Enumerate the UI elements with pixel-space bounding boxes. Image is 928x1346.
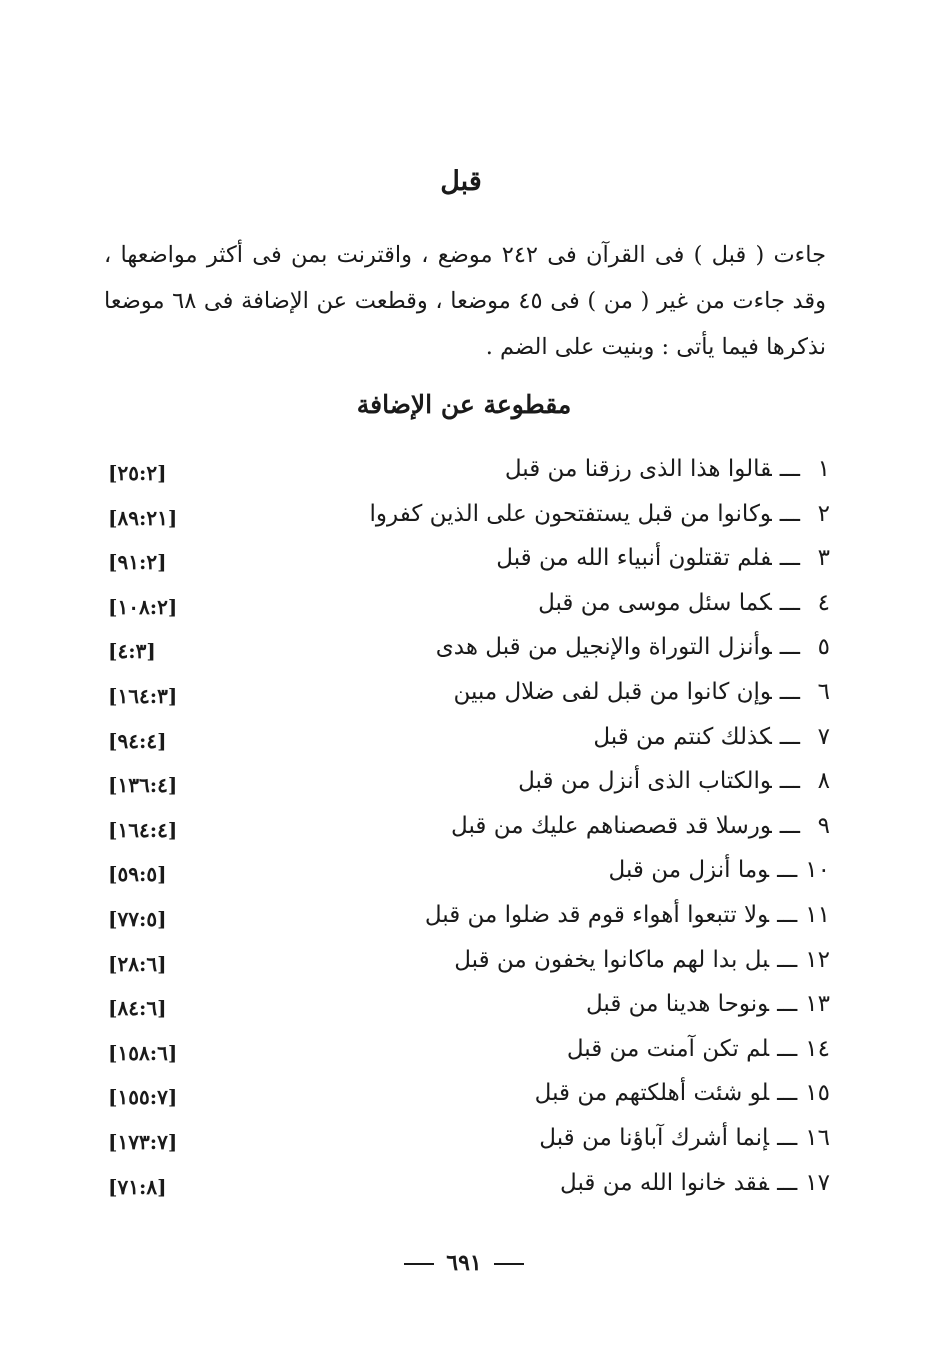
verse-text-line [593, 724, 830, 750]
entry-dash: ـــ [777, 857, 798, 884]
entry-dash: ـــ [779, 634, 800, 661]
verse-text: وكانوا من قبل يستفتحون على الذين كفروا [369, 500, 772, 527]
entry-dash: ـــ [779, 545, 800, 572]
verse-text-line [496, 545, 830, 571]
footer-rule-right [494, 1263, 524, 1265]
verse-text-line [538, 590, 830, 616]
verse-text-line [609, 857, 830, 883]
intro-paragraph [104, 232, 826, 370]
intro-line: وقد جاءت من غير ( من ) فى ٤٥ موضعا ، وقطعت عن الإضافة فى ٦٨ موضعا [104, 288, 826, 314]
entry-dash: ـــ [779, 456, 800, 482]
page-title: قبل [440, 166, 482, 197]
page-number: ٦٩١ [446, 1250, 482, 1276]
verse-reference: [١٦٤:٤] [108, 817, 178, 842]
verse-reference: [١٥٥:٧] [108, 1085, 178, 1110]
page-footer [0, 1250, 928, 1276]
verse-reference: [٨٩:٢١] [108, 505, 178, 530]
verse-text: فلم تقتلون أنبياء الله من قبل [496, 545, 772, 572]
verse-text-line [370, 501, 831, 527]
entry-dash: ـــ [779, 678, 800, 705]
intro-line: جاءت ( قبل ) فى القرآن فى ٢٤٢ موضع ، واقترنت بمن فى أكثر مواضعها ، [104, 242, 826, 268]
section-subtitle: مقطوعة عن الإضافة [356, 390, 572, 419]
entry-number: ٢ [817, 500, 830, 527]
entry-dash: ـــ [779, 812, 800, 839]
entry-dash: ـــ [779, 768, 800, 795]
verse-text-line [567, 1036, 830, 1062]
entry-number: ١٢ [805, 946, 830, 973]
verse-reference: [١٧٣:٧] [108, 1129, 178, 1154]
list-item [0, 1032, 928, 1077]
entry-number: ٥ [817, 634, 830, 661]
list-item [0, 452, 928, 497]
verse-text: ولا تتبعوا أهواء قوم قد ضلوا من قبل [424, 901, 770, 928]
entry-dash: ـــ [777, 901, 798, 928]
entry-dash: ـــ [777, 1124, 798, 1151]
verse-reference: [١٠٨:٢] [108, 594, 178, 619]
verse-text-line [451, 813, 830, 839]
list-item [0, 809, 928, 854]
entry-number: ١ [817, 456, 830, 482]
verse-reference: [٢٨:٦] [108, 951, 167, 976]
verse-reference: [٨٤:٦] [108, 996, 167, 1021]
verse-reference: [١٦٤:٣] [108, 683, 178, 708]
verse-text: لم تكن آمنت من قبل [566, 1035, 770, 1062]
entry-number: ١٦ [805, 1124, 830, 1151]
verse-text-line [539, 1125, 830, 1151]
entry-number: ٤ [817, 589, 830, 616]
footer-rule-left [404, 1263, 434, 1265]
verse-text: كما سئل موسى من قبل [538, 589, 772, 616]
verse-text-line [453, 679, 830, 705]
entry-number: ١٠ [805, 857, 830, 884]
entry-number: ٦ [817, 678, 830, 705]
entry-number: ١٣ [805, 991, 830, 1018]
list-item [0, 764, 928, 809]
entry-dash: ـــ [779, 500, 800, 527]
entry-number: ٨ [817, 768, 830, 795]
verse-text: وإن كانوا من قبل لفى ضلال مبين [453, 678, 772, 705]
entry-dash: ـــ [777, 946, 798, 973]
verse-text-line [560, 1170, 830, 1196]
verse-list [0, 452, 928, 1210]
verse-text: والكتاب الذى أنزل من قبل [518, 768, 772, 795]
verse-text: كذلك كنتم من قبل [593, 723, 772, 750]
entry-dash: ـــ [779, 589, 800, 616]
entry-number: ١٥ [805, 1080, 830, 1107]
verse-text: بل بدا لهم ماكانوا يخفون من قبل [454, 946, 770, 973]
verse-reference: [٥٩:٥] [108, 862, 167, 887]
verse-text: إنما أشرك آباؤنا من قبل [539, 1124, 770, 1151]
list-item [0, 853, 928, 898]
verse-text-line [454, 947, 830, 973]
verse-text: ونوحا هدينا من قبل [586, 991, 770, 1018]
verse-text: لو شئت أهلكتهم من قبل [534, 1080, 770, 1107]
verse-text: فقد خانوا الله من قبل [560, 1169, 770, 1196]
list-item [0, 987, 928, 1032]
list-item [0, 497, 928, 542]
list-item [0, 675, 928, 720]
entry-number: ٧ [817, 723, 830, 750]
verse-text: وما أنزل من قبل [608, 857, 770, 884]
list-item [0, 1166, 928, 1211]
verse-text-line [425, 902, 830, 928]
verse-reference: [٩١:٢] [108, 550, 167, 575]
verse-reference: [٧١:٨] [108, 1174, 167, 1199]
list-item [0, 1076, 928, 1121]
verse-text: ورسلا قد قصصناهم عليك من قبل [451, 812, 772, 839]
entry-number: ١٧ [805, 1169, 830, 1196]
verse-reference: [٤:٣] [108, 639, 156, 664]
entry-dash: ـــ [777, 1035, 798, 1062]
verse-reference: [٧٧:٥] [108, 906, 167, 931]
list-item [0, 720, 928, 765]
entry-dash: ـــ [777, 991, 798, 1018]
list-item [0, 586, 928, 631]
verse-text-line [535, 1080, 830, 1106]
verse-text-line [518, 768, 830, 794]
verse-reference: [٩٤:٤] [108, 728, 167, 753]
list-item [0, 541, 928, 586]
list-item [0, 943, 928, 988]
list-item [0, 630, 928, 675]
entry-dash: ـــ [777, 1169, 798, 1196]
entry-number: ٣ [817, 545, 830, 572]
list-item [0, 898, 928, 943]
verse-text-line [505, 456, 830, 482]
verse-reference: [١٥٨:٦] [108, 1040, 178, 1065]
verse-text: قالوا هذا الذى رزقنا من قبل [504, 456, 772, 482]
verse-reference: [١٣٦:٤] [108, 773, 178, 798]
entry-dash: ـــ [779, 723, 800, 750]
entry-number: ١٤ [805, 1035, 830, 1062]
verse-text: وأنزل التوراة والإنجيل من قبل هدى [435, 634, 772, 661]
intro-line: نذكرها فيما يأتى : وبنيت على الضم . [485, 334, 826, 360]
verse-text-line [586, 991, 830, 1017]
verse-reference: [٢٥:٢] [108, 461, 167, 485]
entry-number: ٩ [817, 812, 830, 839]
entry-number: ١١ [805, 901, 830, 928]
list-item [0, 1121, 928, 1166]
verse-text-line [436, 634, 830, 660]
entry-dash: ـــ [777, 1080, 798, 1107]
